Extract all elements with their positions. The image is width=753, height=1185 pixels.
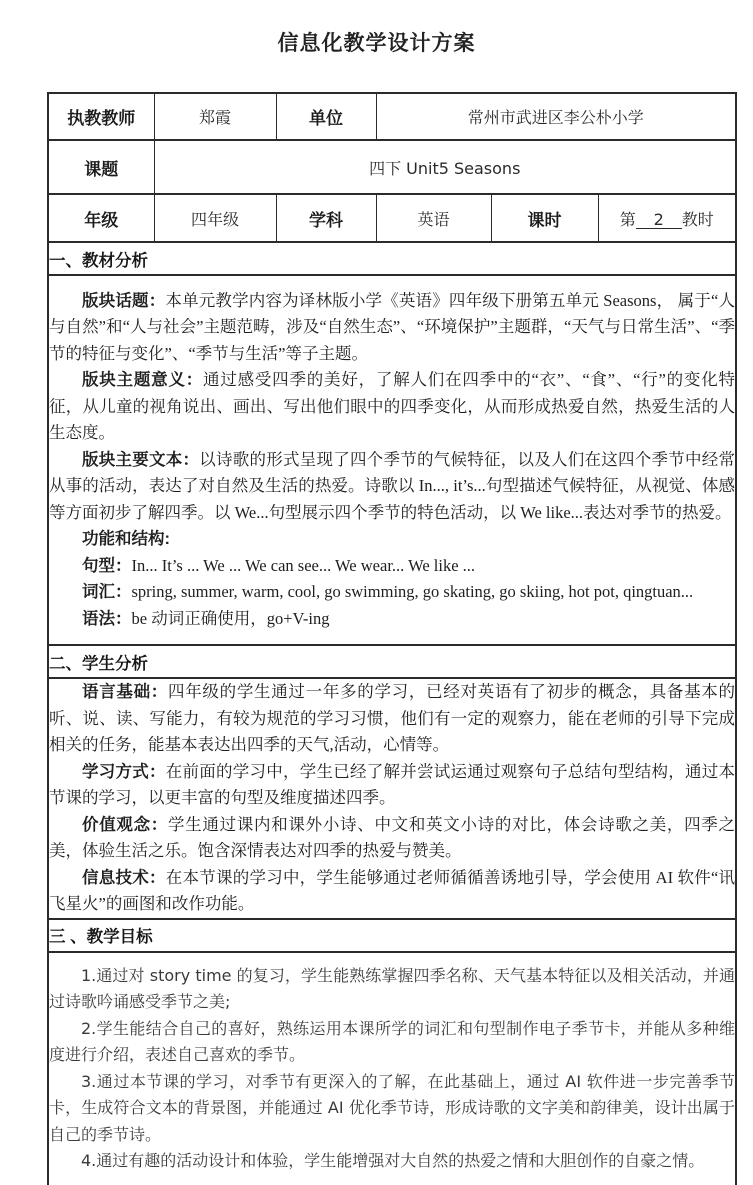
- paragraph-learning-style: [49, 759, 735, 812]
- unit-label: 单位: [276, 93, 376, 140]
- paragraph-text: 在本节课的学习中，学生能够通过老师循循善诱地引导，学会使用 AI 软件“讯飞星火”的画图和改作功能。: [49, 867, 736, 913]
- section-2-body: [48, 678, 736, 919]
- paragraph-text: be 动词正确使用，go+V-ing: [131, 608, 330, 628]
- section-1-body-row: [48, 275, 736, 645]
- paragraph-lead: 句型：: [82, 556, 132, 575]
- paragraph-lead: 版块主要文本：: [82, 450, 200, 469]
- topic-value: 四下 Unit5 Seasons: [154, 140, 736, 194]
- topic-label: 课题: [48, 140, 154, 194]
- subject-value: 英语: [376, 194, 491, 242]
- section-1-heading-row: [48, 242, 736, 275]
- document-title: 信息化教学设计方案: [277, 32, 476, 55]
- paragraph-text: 在前面的学习中，学生已经了解并尝试运通过观察句子总结句型结构，通过本节课的学习，以更丰富的句型及维度描述四季。: [49, 761, 735, 807]
- table-row-topic: [48, 140, 736, 194]
- paragraph-lead: 版块主题意义：: [82, 371, 204, 390]
- unit-value: 常州市武进区李公朴小学: [376, 93, 736, 140]
- section-3-body: [48, 952, 736, 1185]
- paragraph-lead: 语法：: [82, 609, 132, 628]
- paragraph-language-basis: [49, 679, 735, 759]
- teaching-goal-2: 2.学生能结合自己的喜好，熟练运用本课所学的词汇和句型制作电子季节卡，并能从多种维度进行介绍，表述自己喜欢的季节。: [49, 1018, 735, 1064]
- table-row-grade: [48, 194, 736, 242]
- teaching-goal-4: 4.通过有趣的活动设计和体验，学生能增强对大自然的热爱之情和大胆创作的自豪之情。: [81, 1151, 705, 1170]
- period-value: [598, 194, 736, 242]
- paragraph-text: 四年级的学生通过一年多的学习，已经对英语有了初步的概念，具备基本的听、说、读、写能力，有较为规范的学习习惯，他们有一定的观察力，能在老师的引导下完成相关的任务，能基本表达出四季的天气,活动，心情等。: [49, 682, 736, 754]
- teacher-label: 执教教师: [48, 93, 154, 140]
- paragraph-theme-meaning: [49, 367, 735, 447]
- section-3-body-row: [48, 952, 736, 1185]
- paragraph-text: spring, summer, warm, cool, go swimming, go skating, go skiing, hot pot, qingtuan...: [131, 582, 694, 602]
- paragraph-lead: 词汇：: [82, 583, 132, 602]
- section-1-body: [48, 275, 736, 645]
- paragraph-text: 通过感受四季的美好，了解人们在四季中的“衣”、“食”、“行”的变化特征，从儿童的视角说出、画出、写出他们眼中的四季变化，从而形成热爱自然，热爱生活的人生态度。: [49, 370, 735, 443]
- paragraph-values: [49, 812, 735, 865]
- paragraph-sentence-patterns: [49, 553, 735, 580]
- section-3-heading: 三 、教学目标: [48, 919, 736, 952]
- teacher-value: 郑霞: [154, 93, 276, 140]
- paragraph-lead: 语言基础：: [82, 683, 169, 701]
- teaching-plan-table: [47, 92, 737, 1185]
- teaching-goal-3: 3.通过本节课的学习，对季节有更深入的了解，在此基础上，通过 AI 软件进一步完善季节卡，生成符合文本的背景图，并能通过 AI 优化季节诗，形成诗歌的文字美和韵律美，设计出属于自己的季节诗。: [49, 1071, 735, 1144]
- paragraph-lead: 信息技术：: [82, 868, 166, 887]
- paragraph-lead: 版块话题：: [82, 291, 166, 310]
- period-suffix: 教时: [681, 209, 714, 229]
- section-2-heading: 二、学生分析: [48, 645, 736, 678]
- section-3-heading-row: [48, 919, 736, 952]
- paragraph-text: 以诗歌的形式呈现了四个季节的气候特征，以及人们在这四个季节中经常从事的活动，表达了对自然及生活的热爱。诗歌以 In..., it’s...句型描述气候特征，从视觉、体感等方面初步了解四季。以 We...句型展示四个季节的特色活动，以 We like...表达对季节的热爱。: [49, 449, 735, 522]
- table-row-teacher: [48, 93, 736, 140]
- period-label: 课时: [491, 194, 598, 242]
- period-number-blank: 2: [636, 211, 682, 229]
- paragraph-text: 学生通过课内和课外小诗、中文和英文小诗的对比，体会诗歌之美，四季之美，体验生活之乐。饱含深情表达对四季的热爱与赞美。: [49, 814, 736, 860]
- paragraph-it-skills: [49, 865, 735, 918]
- paragraph-text: In... It’s ... We ... We can see... We wear... We like ...: [131, 555, 476, 575]
- paragraph-lead: 价值观念：: [82, 815, 169, 834]
- paragraph-vocabulary: [49, 579, 735, 606]
- grade-value: 四年级: [154, 194, 276, 242]
- period-prefix: 第: [619, 209, 636, 229]
- teaching-goal-1: 1.通过对 story time 的复习，学生能熟练掌握四季名称、天气基本特征以及相关活动，并通过诗歌吟诵感受季节之美;: [49, 965, 735, 1011]
- paragraph-grammar: [49, 606, 735, 633]
- paragraph-text: 本单元教学内容为译林版小学《英语》四年级下册第五单元 Seasons， 属于“人与自然”和“人与社会”主题范畴，涉及“自然生态”、“环境保护”主题群，“天气与日常生活”、“季节的特征与变化”、“季节与生活”等子主题。: [49, 290, 735, 363]
- subject-label: 学科: [276, 194, 376, 242]
- section-2-body-row: [48, 678, 736, 919]
- paragraph-function-structure: [49, 526, 735, 553]
- section-1-heading: 一、教材分析: [48, 242, 736, 275]
- paragraph-main-text: [49, 447, 735, 527]
- grade-label: 年级: [48, 194, 154, 242]
- paragraph-lead: 学习方式：: [82, 762, 166, 781]
- section-2-heading-row: [48, 645, 736, 678]
- paragraph-topic: [49, 288, 735, 368]
- paragraph-lead: 功能和结构:: [82, 530, 170, 549]
